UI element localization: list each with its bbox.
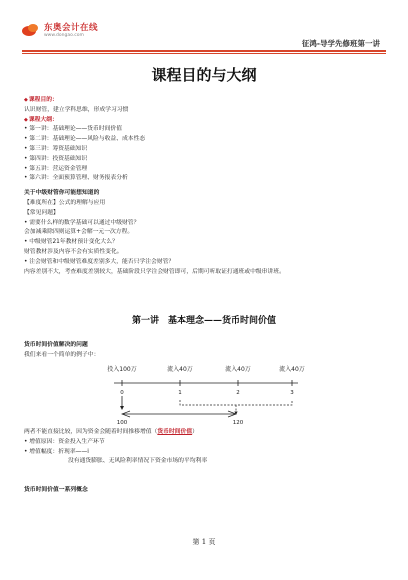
problem-section [24,341,384,361]
header-divider-thin [22,53,386,54]
explain-line3: • 增值幅度：折现率——i [24,448,89,455]
right-value: 120 [232,420,244,426]
series-heading: 货币时间价值一系列概念 [24,487,88,493]
faq-line: • 中级财管21年教材预计变化大么？ [24,239,118,246]
outline-item: • 第五讲：营运资金管理 [24,165,88,172]
problem-heading: 货币时间价值解决的问题 [24,342,88,348]
section-title: 第一讲 基本理念——货币时间价值 [131,316,276,326]
page-title: 课程目的与大纲 [151,66,257,84]
explain-line1-post: ） [192,429,198,435]
faq-heading: 关于中级财管你可能想知道的 [24,190,100,197]
timeline-label: 流入40万 [225,366,251,373]
outline-item: • 第三讲：筹资基础知识 [24,145,88,152]
logo-name: 东奥会计在线 [44,23,99,33]
header-divider [22,50,386,52]
timeline-point: 1 [178,390,182,396]
intro-section [24,96,384,277]
outline-heading: ◆ 课程大纲： [24,117,58,123]
time-value-highlight: 货币时间价值 [157,429,193,435]
difficulty-tag: 【难度所在】公式的理解与应用 [24,199,106,206]
outline-item: • 第二讲：基础理论——风险与收益、成本性态 [24,136,146,143]
faq-line: • 注会财管和中级财管难度差别多大，能否只学注会财管？ [24,258,175,265]
purpose-text: 认识财管，建立学科思维，形成学习习惯 [24,106,129,113]
explain-line2: • 增值原因：资金投入生产环节 [24,438,105,445]
dongao-logo [22,24,98,38]
faq-line: • 需要什么样的数学基础可以通过中级财管？ [24,219,140,226]
timeline-point: 3 [290,390,294,396]
outline-item: • 第四讲：投资基础知识 [24,155,88,162]
course-name: 征鸿-导学先修班第一讲 [301,39,380,48]
common-questions-tag: 【常见问题】 [24,209,59,216]
explain-section [24,428,384,467]
faq-line: 会加减乘除四则运算+会解一元一次方程。 [24,229,134,236]
problem-intro: 我们来看一个简单的例子中： [24,351,100,358]
timeline-label: 流入40万 [167,366,193,373]
cash-flow-timeline [100,362,305,432]
faq-line: 内容差别不大，考查难度差别较大，基础阶段只学注会财管即可，后期可听取证打通班或中级串讲班。 [24,268,285,275]
outline-item: • 第一讲：基础理论——货币时间价值 [24,126,123,133]
page-header [0,0,408,58]
timeline-label: 投入100万 [107,366,137,373]
timeline-point: 2 [236,390,240,396]
inflow-bracket [180,400,292,405]
purpose-heading: ◆ 课程目的： [24,97,58,103]
logo-mark-icon [22,24,40,38]
faq-line: 财管教材涉及内容不会有实质性变化。 [24,248,123,255]
explain-line1-pre: 两者不能直接比较，因为资金会随着时间推移增值（ [24,429,158,435]
outline-item: • 第六讲：全面预算管理、财务报表分析 [24,175,128,182]
page-number: 第 1 页 [192,538,216,546]
explain-line4: 没有通货膨胀、无风险利率情况下资金市场的平均利率 [68,458,208,465]
timeline-point: 0 [120,390,124,396]
left-value: 100 [116,420,128,426]
logo-url: www.dongao.com [44,32,84,38]
timeline-label: 流入40万 [279,366,305,373]
